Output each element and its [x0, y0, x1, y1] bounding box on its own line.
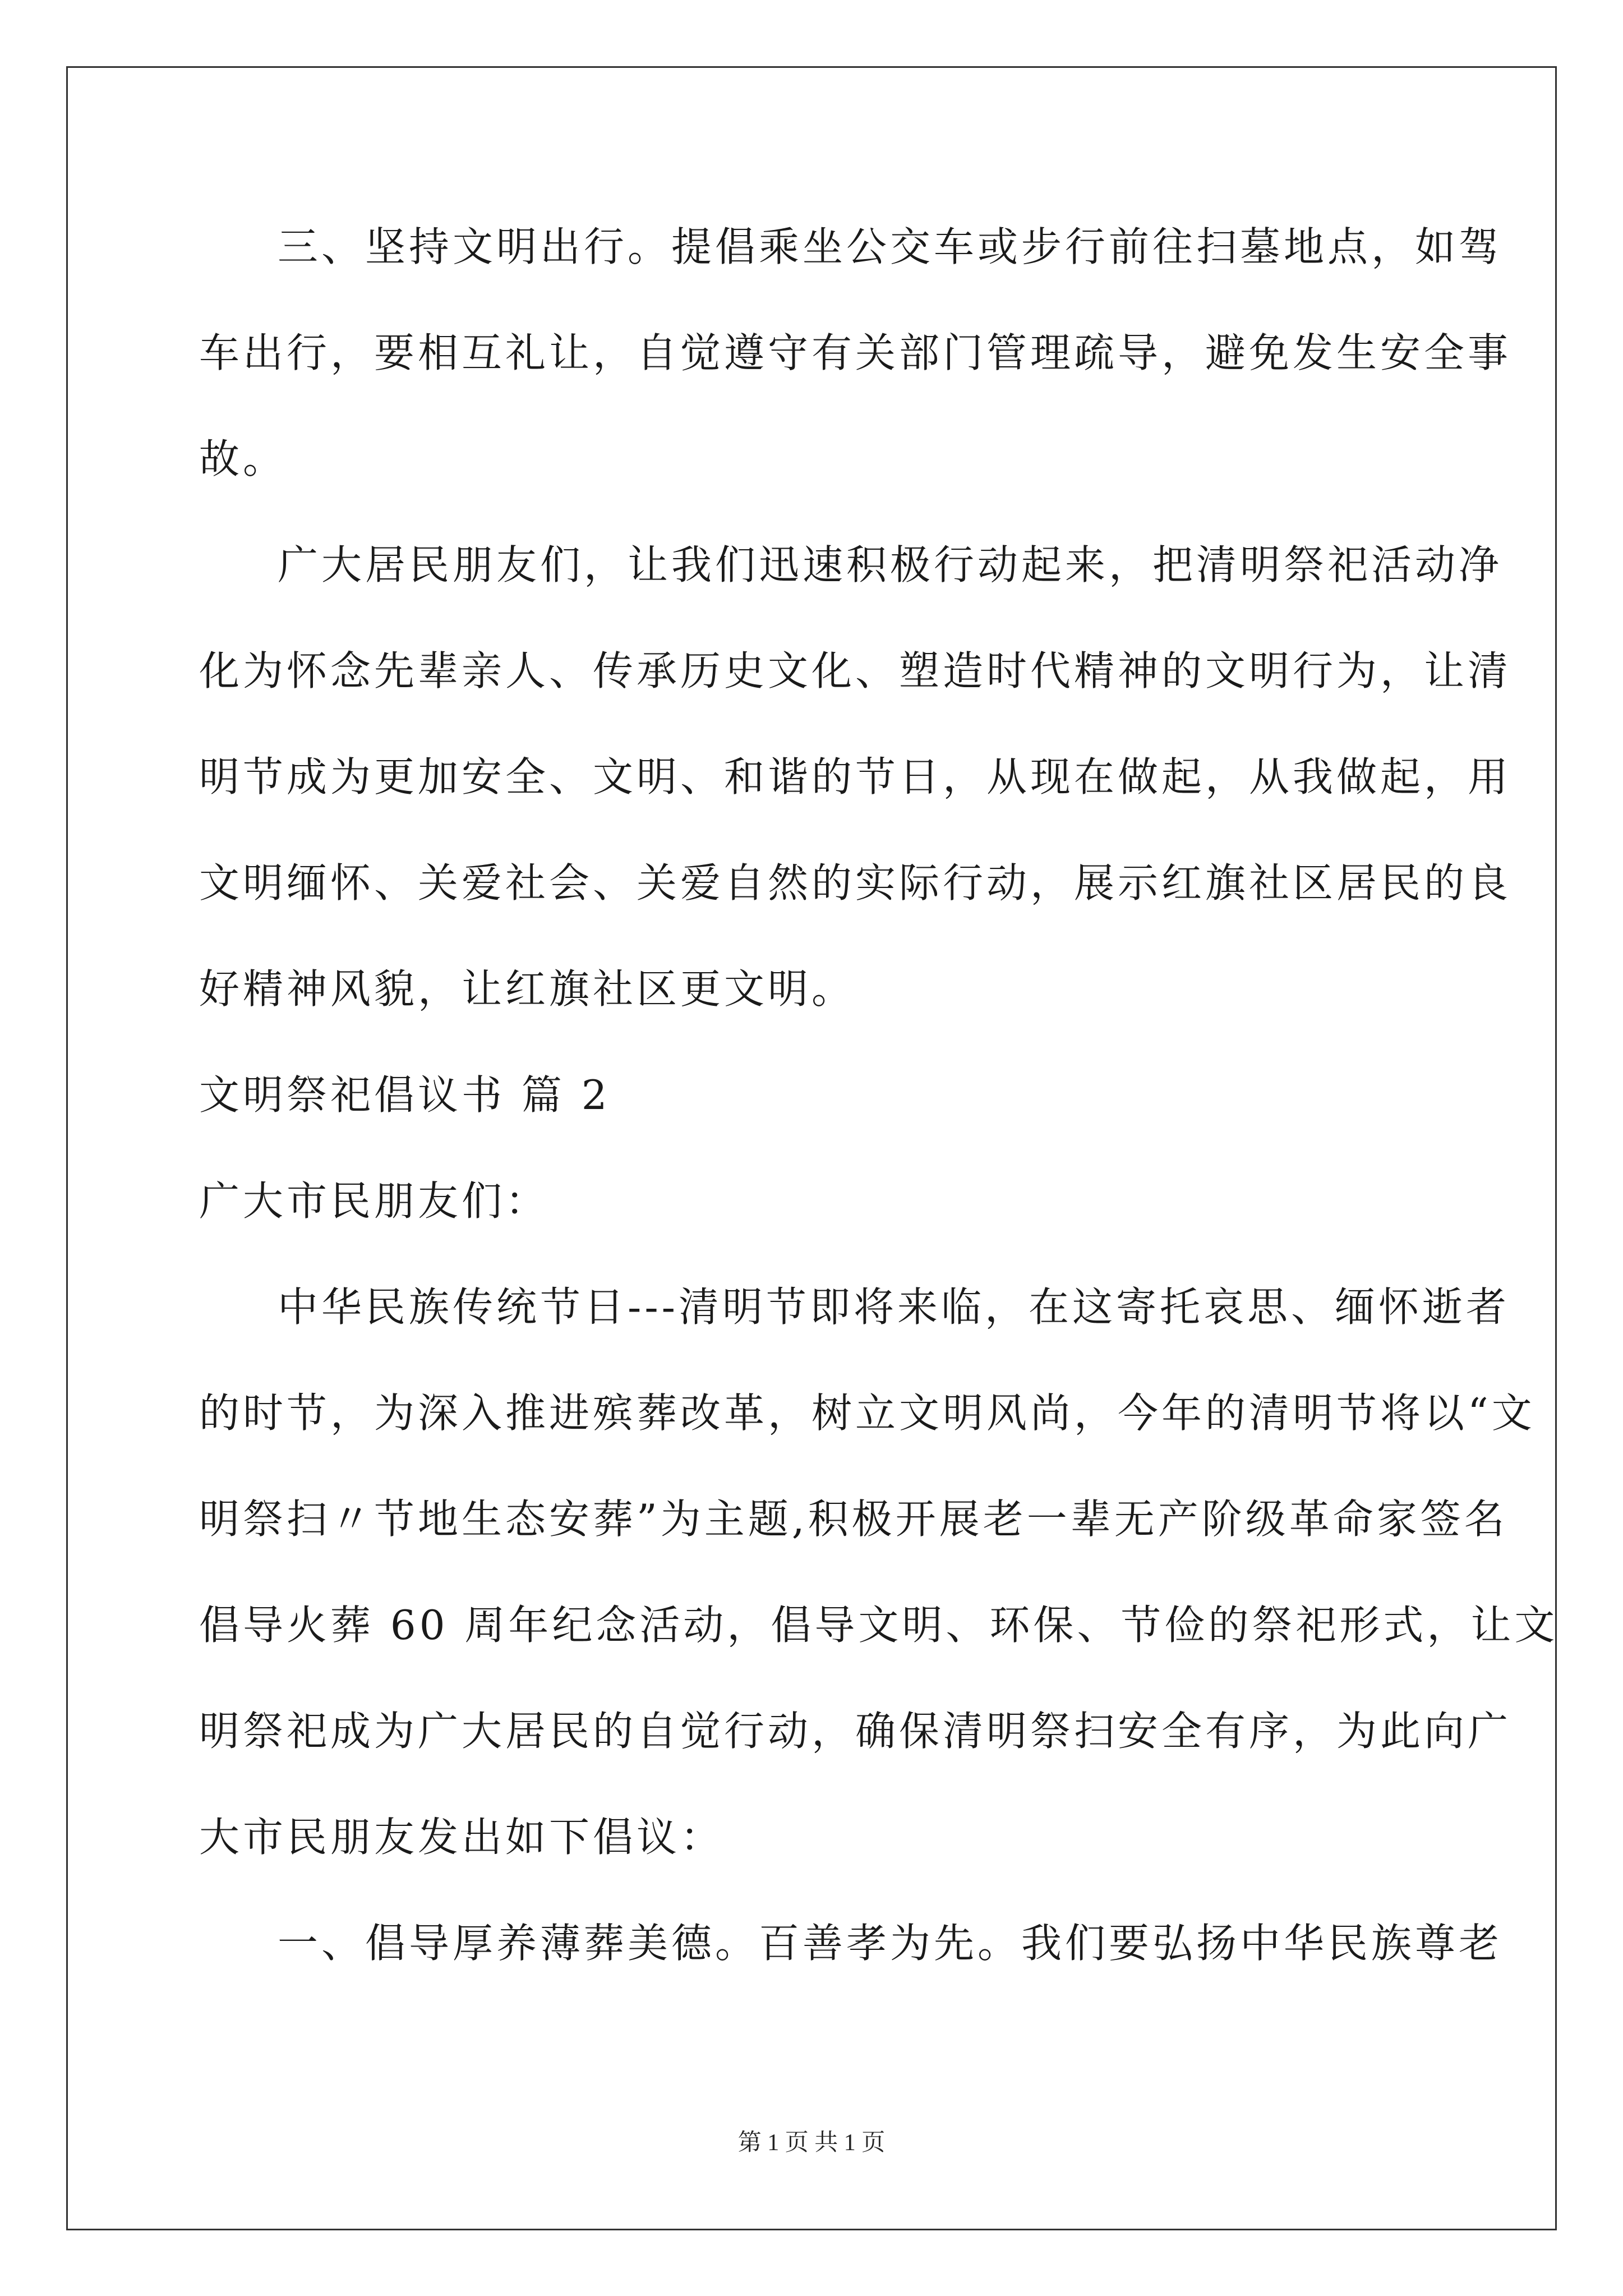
salutation: 广大市民朋友们： [199, 1177, 550, 1225]
paragraph-line: 大市民朋友发出如下倡议： [199, 1814, 725, 1861]
paragraph-line: 中华民族传统节日---清明节即将来临，在这寄托哀思、缅怀逝者 [278, 1283, 1510, 1331]
paragraph-line: 一、倡导厚养薄葬美德。百善孝为先。我们要弘扬中华民族尊老 [278, 1920, 1503, 1967]
paragraph-line: 三、坚持文明出行。提倡乘坐公交车或步行前往扫墓地点，如驾 [278, 223, 1503, 270]
section-title: 文明祭祀倡议书 篇 2 [199, 1071, 611, 1119]
paragraph-line: 车出行，要相互礼让，自觉遵守有关部门管理疏导，避免发生安全事 [199, 329, 1512, 376]
page-footer: 第 1 页 共 1 页 [737, 2130, 886, 2156]
paragraph-line: 故。 [199, 435, 287, 482]
paragraph-line: 明祭扫〃节地生态安葬”为主题,积极开展老一辈无产阶级革命家签名 [199, 1496, 1508, 1543]
paragraph-line: 明节成为更加安全、文明、和谐的节日，从现在做起，从我做起，用 [199, 753, 1512, 800]
paragraph-line: 广大居民朋友们，让我们迅速积极行动起来，把清明祭祀活动净 [278, 541, 1503, 588]
paragraph-line: 文明缅怀、关爱社会、关爱自然的实际行动，展示红旗社区居民的良 [199, 859, 1512, 907]
paragraph-line: 好精神风貌，让红旗社区更文明。 [199, 965, 856, 1013]
paragraph-line: 化为怀念先辈亲人、传承历史文化、塑造时代精神的文明行为，让清 [199, 647, 1512, 694]
paragraph-line: 倡导火葬 60 周年纪念活动，倡导文明、环保、节俭的祭祀形式，让文 [199, 1602, 1559, 1649]
paragraph-line: 明祭祀成为广大居民的自觉行动，确保清明祭扫安全有序，为此向广 [199, 1708, 1512, 1755]
paragraph-line: 的时节，为深入推进殡葬改革，树立文明风尚，今年的清明节将以“文 [199, 1389, 1536, 1437]
